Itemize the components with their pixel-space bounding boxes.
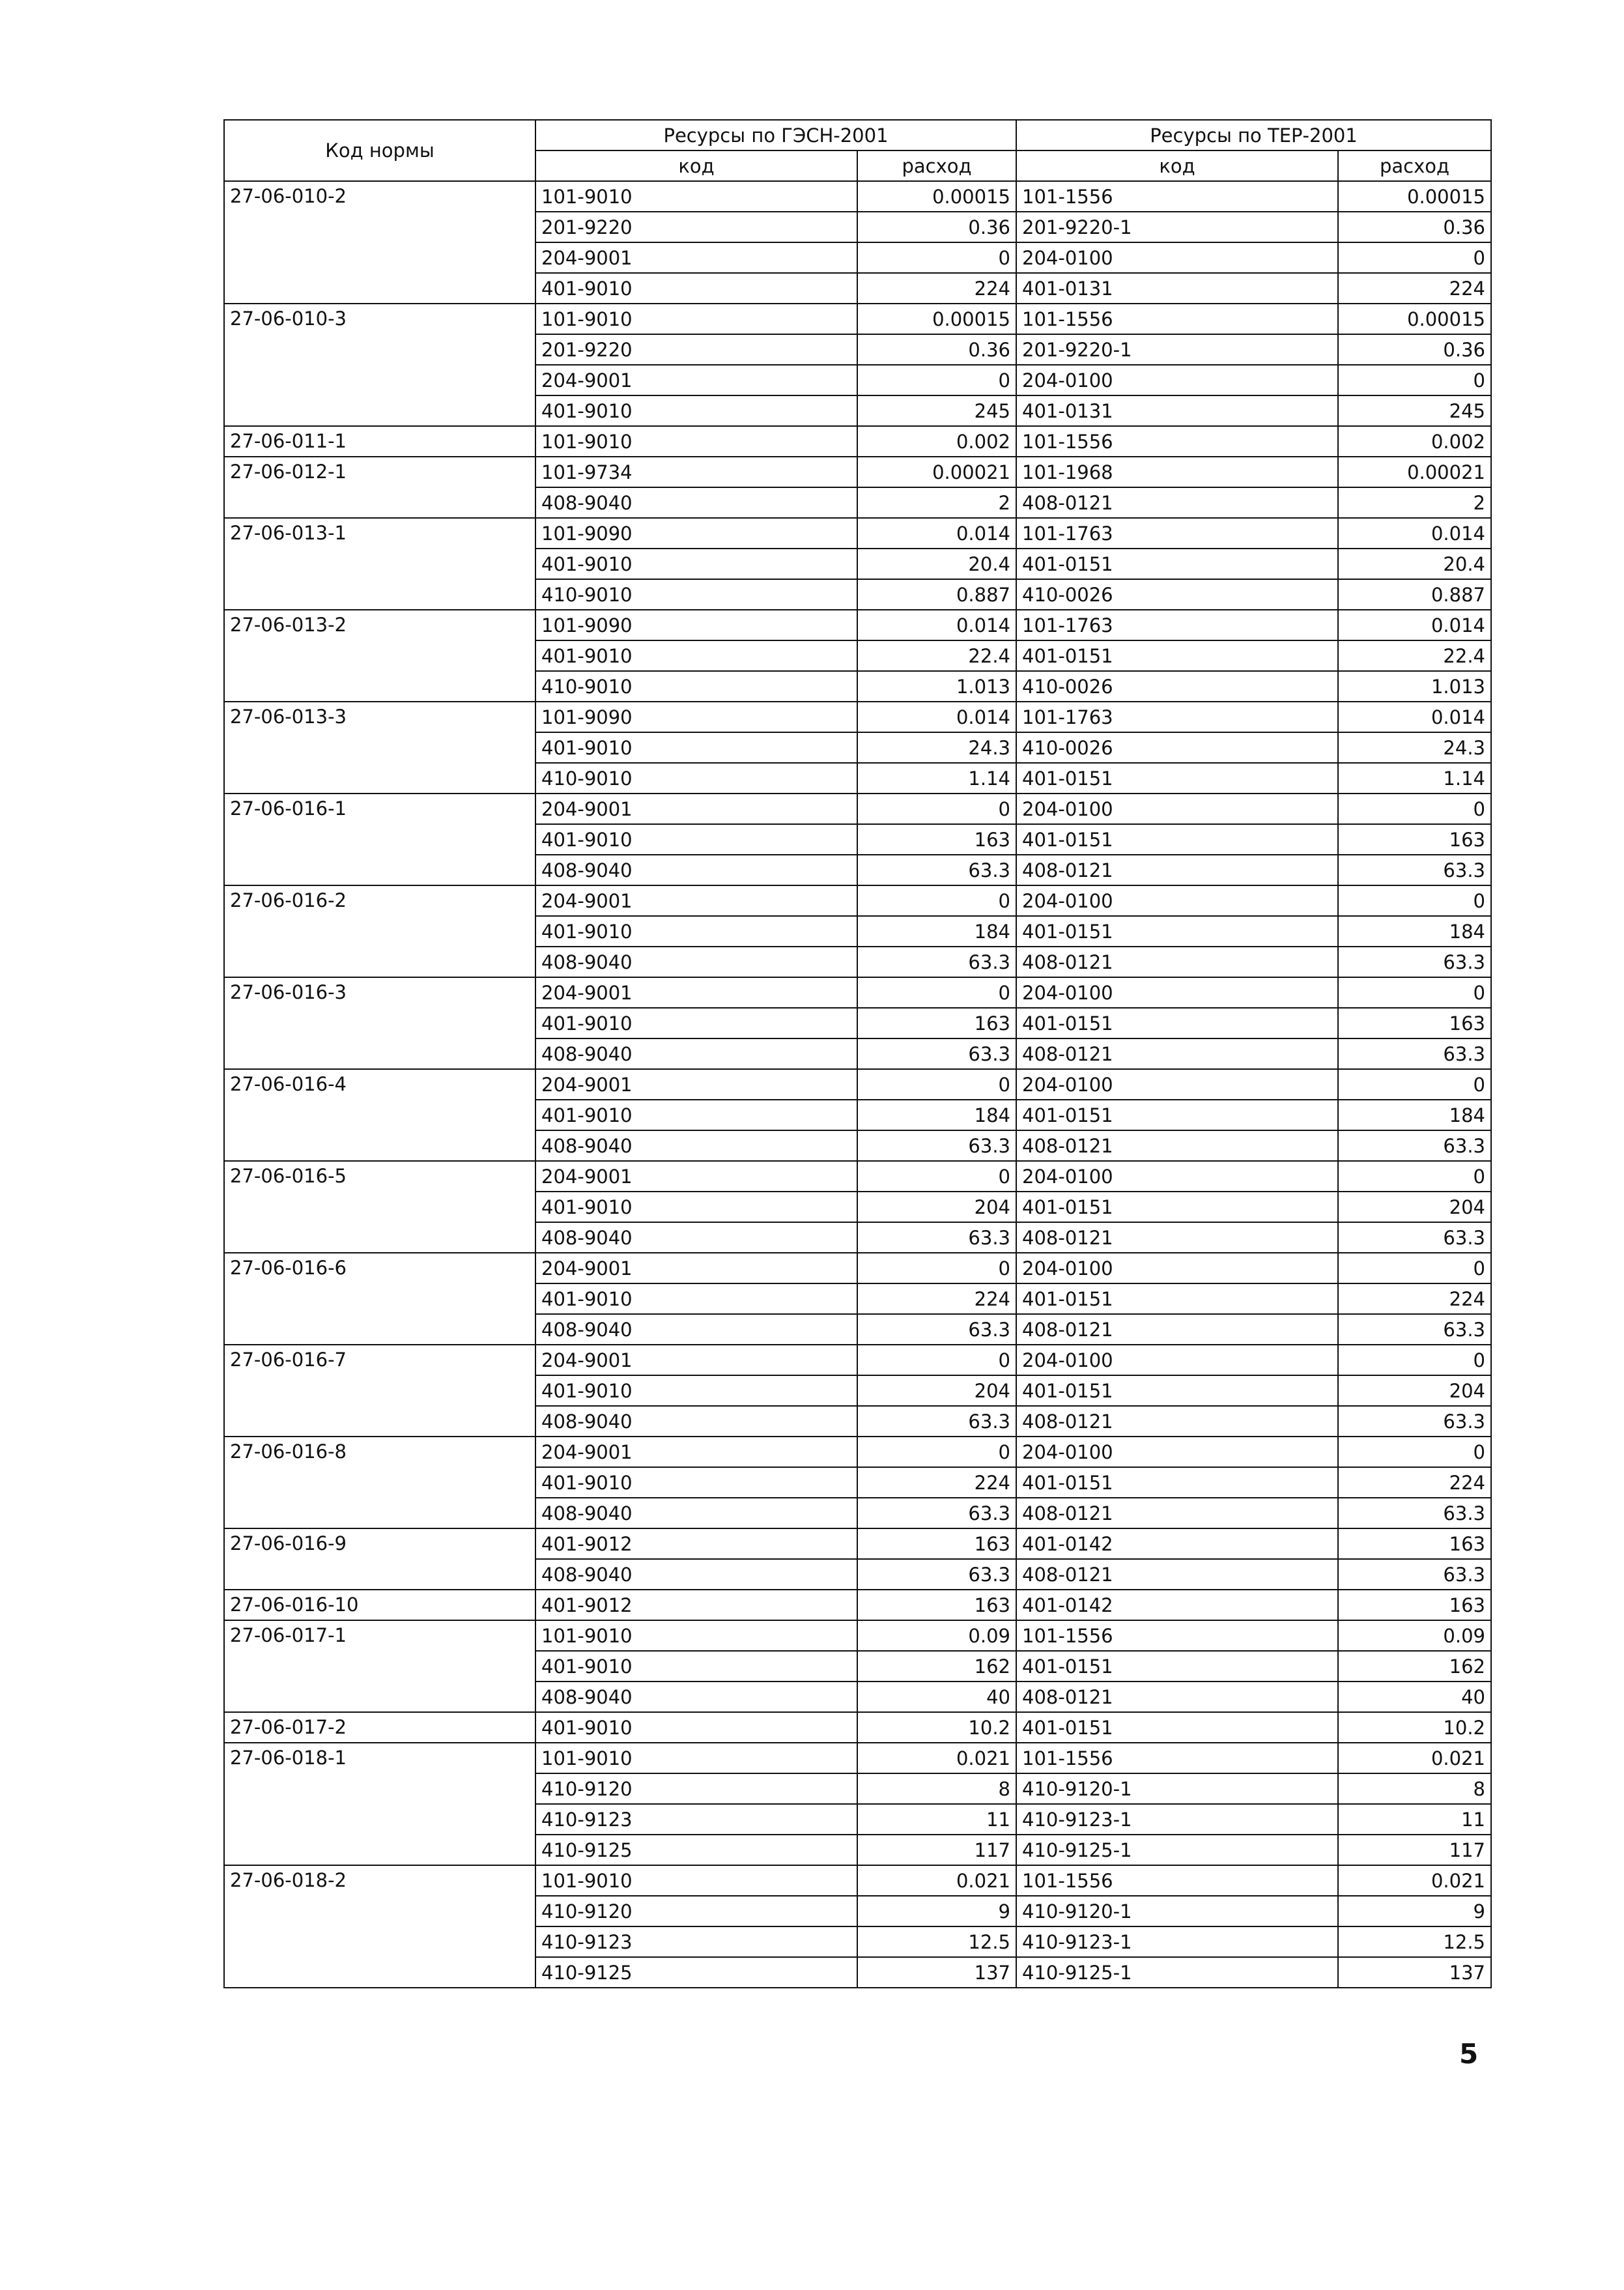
gesn-code-cell: 410-9120 <box>535 1773 857 1804</box>
gesn-qty-cell: 10.2 <box>857 1712 1016 1743</box>
ter-qty-cell: 0 <box>1338 365 1491 395</box>
gesn-qty-cell: 0.887 <box>857 579 1016 610</box>
gesn-qty-cell: 63.3 <box>857 1406 1016 1437</box>
gesn-code-cell: 204-9001 <box>535 794 857 824</box>
table-row <box>224 1437 1491 1467</box>
table-row <box>224 794 1491 824</box>
gesn-code-cell: 401-9010 <box>535 1100 857 1130</box>
gesn-code-cell: 408-9040 <box>535 1314 857 1345</box>
ter-qty-cell: 24.3 <box>1338 732 1491 763</box>
gesn-code-cell: 204-9001 <box>535 1345 857 1375</box>
header-gesn-code: код <box>535 150 857 181</box>
norm-code-cell: 27-06-011-1 <box>224 426 535 457</box>
table-row <box>224 1253 1491 1283</box>
gesn-qty-cell: 137 <box>857 1957 1016 1988</box>
norm-code-cell: 27-06-017-2 <box>224 1712 535 1743</box>
norm-code-cell: 27-06-013-3 <box>224 702 535 794</box>
ter-qty-cell: 63.3 <box>1338 1559 1491 1590</box>
ter-qty-cell: 204 <box>1338 1375 1491 1406</box>
ter-qty-cell: 0.36 <box>1338 212 1491 242</box>
gesn-qty-cell: 0.36 <box>857 334 1016 365</box>
table-row <box>224 1345 1491 1375</box>
table-row <box>224 702 1491 732</box>
gesn-code-cell: 204-9001 <box>535 1069 857 1100</box>
table-row <box>224 518 1491 549</box>
gesn-code-cell: 101-9734 <box>535 457 857 487</box>
ter-code-cell: 408-0121 <box>1016 1559 1338 1590</box>
ter-code-cell: 401-0142 <box>1016 1590 1338 1620</box>
gesn-qty-cell: 0 <box>857 977 1016 1008</box>
header-norm-code: Код нормы <box>224 120 535 181</box>
gesn-qty-cell: 0 <box>857 365 1016 395</box>
ter-code-cell: 410-9120-1 <box>1016 1773 1338 1804</box>
norm-code-cell: 27-06-016-3 <box>224 977 535 1069</box>
gesn-qty-cell: 63.3 <box>857 1498 1016 1528</box>
ter-qty-cell: 163 <box>1338 824 1491 855</box>
table-row <box>224 426 1491 457</box>
ter-code-cell: 401-0151 <box>1016 763 1338 794</box>
table-row <box>224 1620 1491 1651</box>
gesn-qty-cell: 163 <box>857 824 1016 855</box>
ter-qty-cell: 22.4 <box>1338 640 1491 671</box>
gesn-qty-cell: 9 <box>857 1896 1016 1926</box>
ter-qty-cell: 0 <box>1338 1345 1491 1375</box>
gesn-code-cell: 101-9010 <box>535 181 857 212</box>
table-row <box>224 1865 1491 1896</box>
ter-qty-cell: 40 <box>1338 1682 1491 1712</box>
ter-code-cell: 401-0151 <box>1016 640 1338 671</box>
gesn-code-cell: 204-9001 <box>535 365 857 395</box>
gesn-qty-cell: 12.5 <box>857 1926 1016 1957</box>
ter-code-cell: 101-1763 <box>1016 518 1338 549</box>
ter-code-cell: 204-0100 <box>1016 1437 1338 1467</box>
gesn-qty-cell: 63.3 <box>857 855 1016 885</box>
gesn-code-cell: 408-9040 <box>535 1406 857 1437</box>
ter-code-cell: 408-0121 <box>1016 487 1338 518</box>
ter-qty-cell: 0.00015 <box>1338 304 1491 334</box>
ter-qty-cell: 0.002 <box>1338 426 1491 457</box>
gesn-qty-cell: 2 <box>857 487 1016 518</box>
norm-code-cell: 27-06-016-5 <box>224 1161 535 1253</box>
gesn-code-cell: 401-9012 <box>535 1528 857 1559</box>
gesn-code-cell: 401-9010 <box>535 1651 857 1682</box>
ter-qty-cell: 0.09 <box>1338 1620 1491 1651</box>
ter-code-cell: 204-0100 <box>1016 1069 1338 1100</box>
gesn-code-cell: 401-9010 <box>535 395 857 426</box>
table-row <box>224 1528 1491 1559</box>
gesn-code-cell: 401-9010 <box>535 824 857 855</box>
norm-code-cell: 27-06-016-6 <box>224 1253 535 1345</box>
gesn-qty-cell: 63.3 <box>857 1314 1016 1345</box>
ter-qty-cell: 0 <box>1338 1437 1491 1467</box>
ter-code-cell: 401-0151 <box>1016 1375 1338 1406</box>
header-ter-qty: расход <box>1338 150 1491 181</box>
gesn-code-cell: 401-9010 <box>535 732 857 763</box>
gesn-qty-cell: 0 <box>857 794 1016 824</box>
ter-code-cell: 101-1556 <box>1016 304 1338 334</box>
gesn-code-cell: 401-9010 <box>535 1712 857 1743</box>
gesn-qty-cell: 8 <box>857 1773 1016 1804</box>
gesn-qty-cell: 163 <box>857 1590 1016 1620</box>
ter-code-cell: 101-1556 <box>1016 1620 1338 1651</box>
norm-code-cell: 27-06-017-1 <box>224 1620 535 1712</box>
gesn-code-cell: 201-9220 <box>535 212 857 242</box>
gesn-qty-cell: 0.00015 <box>857 304 1016 334</box>
ter-code-cell: 401-0151 <box>1016 1100 1338 1130</box>
ter-code-cell: 204-0100 <box>1016 794 1338 824</box>
ter-code-cell: 101-1556 <box>1016 181 1338 212</box>
ter-code-cell: 101-1556 <box>1016 1743 1338 1773</box>
gesn-qty-cell: 224 <box>857 1467 1016 1498</box>
norm-code-cell: 27-06-016-2 <box>224 885 535 977</box>
ter-code-cell: 401-0131 <box>1016 273 1338 304</box>
table-row <box>224 1161 1491 1192</box>
table-header <box>224 120 1491 181</box>
ter-code-cell: 410-9123-1 <box>1016 1804 1338 1835</box>
ter-code-cell: 410-0026 <box>1016 579 1338 610</box>
gesn-qty-cell: 20.4 <box>857 549 1016 579</box>
ter-code-cell: 201-9220-1 <box>1016 334 1338 365</box>
table-row <box>224 304 1491 334</box>
gesn-code-cell: 101-9090 <box>535 702 857 732</box>
ter-qty-cell: 63.3 <box>1338 1314 1491 1345</box>
ter-code-cell: 408-0121 <box>1016 855 1338 885</box>
norm-code-cell: 27-06-012-1 <box>224 457 535 518</box>
gesn-code-cell: 204-9001 <box>535 1253 857 1283</box>
gesn-code-cell: 410-9010 <box>535 579 857 610</box>
gesn-qty-cell: 63.3 <box>857 947 1016 977</box>
norm-code-cell: 27-06-010-3 <box>224 304 535 426</box>
gesn-qty-cell: 63.3 <box>857 1559 1016 1590</box>
ter-code-cell: 401-0151 <box>1016 549 1338 579</box>
gesn-code-cell: 101-9010 <box>535 1865 857 1896</box>
gesn-qty-cell: 22.4 <box>857 640 1016 671</box>
ter-qty-cell: 0.021 <box>1338 1865 1491 1896</box>
gesn-code-cell: 408-9040 <box>535 1130 857 1161</box>
ter-code-cell: 410-0026 <box>1016 671 1338 702</box>
gesn-code-cell: 410-9120 <box>535 1896 857 1926</box>
gesn-code-cell: 401-9010 <box>535 1192 857 1222</box>
table-row <box>224 181 1491 212</box>
ter-code-cell: 201-9220-1 <box>1016 212 1338 242</box>
gesn-qty-cell: 117 <box>857 1835 1016 1865</box>
norm-code-cell: 27-06-016-9 <box>224 1528 535 1590</box>
gesn-qty-cell: 63.3 <box>857 1038 1016 1069</box>
resource-table <box>223 119 1492 1988</box>
ter-code-cell: 401-0151 <box>1016 1712 1338 1743</box>
ter-qty-cell: 0 <box>1338 1161 1491 1192</box>
ter-code-cell: 410-9125-1 <box>1016 1957 1338 1988</box>
table-row <box>224 885 1491 916</box>
ter-code-cell: 401-0131 <box>1016 395 1338 426</box>
ter-qty-cell: 12.5 <box>1338 1926 1491 1957</box>
ter-code-cell: 410-9123-1 <box>1016 1926 1338 1957</box>
norm-code-cell: 27-06-018-2 <box>224 1865 535 1988</box>
ter-qty-cell: 0 <box>1338 1069 1491 1100</box>
gesn-qty-cell: 0 <box>857 1161 1016 1192</box>
ter-qty-cell: 9 <box>1338 1896 1491 1926</box>
header-ter-code: код <box>1016 150 1338 181</box>
gesn-code-cell: 101-9010 <box>535 304 857 334</box>
ter-code-cell: 401-0151 <box>1016 1008 1338 1038</box>
gesn-qty-cell: 204 <box>857 1375 1016 1406</box>
gesn-code-cell: 408-9040 <box>535 1559 857 1590</box>
gesn-qty-cell: 204 <box>857 1192 1016 1222</box>
gesn-qty-cell: 0 <box>857 885 1016 916</box>
ter-qty-cell: 1.013 <box>1338 671 1491 702</box>
gesn-code-cell: 410-9125 <box>535 1957 857 1988</box>
norm-code-cell: 27-06-016-7 <box>224 1345 535 1437</box>
gesn-code-cell: 410-9010 <box>535 671 857 702</box>
gesn-code-cell: 408-9040 <box>535 1222 857 1253</box>
ter-qty-cell: 0 <box>1338 885 1491 916</box>
gesn-code-cell: 401-9010 <box>535 1283 857 1314</box>
ter-code-cell: 401-0151 <box>1016 1467 1338 1498</box>
gesn-qty-cell: 1.14 <box>857 763 1016 794</box>
gesn-code-cell: 408-9040 <box>535 855 857 885</box>
norm-code-cell: 27-06-016-8 <box>224 1437 535 1528</box>
ter-code-cell: 408-0121 <box>1016 1406 1338 1437</box>
gesn-qty-cell: 63.3 <box>857 1130 1016 1161</box>
ter-code-cell: 401-0142 <box>1016 1528 1338 1559</box>
table-row <box>224 1743 1491 1773</box>
gesn-qty-cell: 163 <box>857 1008 1016 1038</box>
gesn-code-cell: 204-9001 <box>535 885 857 916</box>
ter-qty-cell: 0.014 <box>1338 702 1491 732</box>
ter-code-cell: 101-1763 <box>1016 702 1338 732</box>
header-ter-group: Ресурсы по ТЕР-2001 <box>1016 120 1491 150</box>
gesn-code-cell: 401-9012 <box>535 1590 857 1620</box>
ter-code-cell: 408-0121 <box>1016 1682 1338 1712</box>
table-body <box>224 181 1491 1988</box>
ter-qty-cell: 224 <box>1338 1283 1491 1314</box>
ter-qty-cell: 63.3 <box>1338 855 1491 885</box>
ter-qty-cell: 20.4 <box>1338 549 1491 579</box>
ter-code-cell: 204-0100 <box>1016 365 1338 395</box>
gesn-code-cell: 408-9040 <box>535 1498 857 1528</box>
ter-code-cell: 408-0121 <box>1016 947 1338 977</box>
gesn-qty-cell: 0.014 <box>857 610 1016 640</box>
gesn-code-cell: 204-9001 <box>535 977 857 1008</box>
table-row <box>224 977 1491 1008</box>
ter-qty-cell: 163 <box>1338 1590 1491 1620</box>
gesn-qty-cell: 163 <box>857 1528 1016 1559</box>
ter-code-cell: 101-1968 <box>1016 457 1338 487</box>
norm-code-cell: 27-06-018-1 <box>224 1743 535 1865</box>
gesn-qty-cell: 162 <box>857 1651 1016 1682</box>
gesn-code-cell: 401-9010 <box>535 1375 857 1406</box>
gesn-qty-cell: 0.002 <box>857 426 1016 457</box>
gesn-code-cell: 410-9123 <box>535 1804 857 1835</box>
ter-qty-cell: 10.2 <box>1338 1712 1491 1743</box>
gesn-code-cell: 101-9010 <box>535 426 857 457</box>
ter-qty-cell: 184 <box>1338 1100 1491 1130</box>
gesn-qty-cell: 0.09 <box>857 1620 1016 1651</box>
ter-qty-cell: 0.021 <box>1338 1743 1491 1773</box>
ter-qty-cell: 8 <box>1338 1773 1491 1804</box>
gesn-code-cell: 408-9040 <box>535 947 857 977</box>
ter-qty-cell: 0 <box>1338 242 1491 273</box>
gesn-qty-cell: 184 <box>857 1100 1016 1130</box>
gesn-qty-cell: 0.00015 <box>857 181 1016 212</box>
gesn-code-cell: 101-9090 <box>535 518 857 549</box>
ter-qty-cell: 245 <box>1338 395 1491 426</box>
table-row <box>224 1069 1491 1100</box>
gesn-qty-cell: 0 <box>857 242 1016 273</box>
gesn-code-cell: 401-9010 <box>535 273 857 304</box>
ter-qty-cell: 163 <box>1338 1008 1491 1038</box>
gesn-qty-cell: 0.021 <box>857 1743 1016 1773</box>
ter-qty-cell: 0.36 <box>1338 334 1491 365</box>
gesn-qty-cell: 0 <box>857 1345 1016 1375</box>
gesn-code-cell: 401-9010 <box>535 1008 857 1038</box>
ter-qty-cell: 63.3 <box>1338 1222 1491 1253</box>
ter-qty-cell: 11 <box>1338 1804 1491 1835</box>
ter-code-cell: 401-0151 <box>1016 916 1338 947</box>
gesn-qty-cell: 11 <box>857 1804 1016 1835</box>
ter-qty-cell: 162 <box>1338 1651 1491 1682</box>
ter-qty-cell: 163 <box>1338 1528 1491 1559</box>
header-gesn-qty: расход <box>857 150 1016 181</box>
gesn-code-cell: 204-9001 <box>535 1437 857 1467</box>
ter-code-cell: 401-0151 <box>1016 1192 1338 1222</box>
ter-code-cell: 410-9125-1 <box>1016 1835 1338 1865</box>
ter-code-cell: 401-0151 <box>1016 1283 1338 1314</box>
gesn-code-cell: 410-9010 <box>535 763 857 794</box>
ter-code-cell: 204-0100 <box>1016 242 1338 273</box>
gesn-code-cell: 101-9090 <box>535 610 857 640</box>
gesn-code-cell: 101-9010 <box>535 1743 857 1773</box>
norm-code-cell: 27-06-013-2 <box>224 610 535 702</box>
ter-qty-cell: 0.887 <box>1338 579 1491 610</box>
ter-qty-cell: 63.3 <box>1338 1130 1491 1161</box>
gesn-code-cell: 401-9010 <box>535 549 857 579</box>
norm-code-cell: 27-06-016-1 <box>224 794 535 885</box>
header-gesn-group: Ресурсы по ГЭСН-2001 <box>535 120 1016 150</box>
ter-qty-cell: 0 <box>1338 794 1491 824</box>
gesn-code-cell: 101-9010 <box>535 1620 857 1651</box>
norm-code-cell: 27-06-016-4 <box>224 1069 535 1161</box>
gesn-qty-cell: 0.014 <box>857 702 1016 732</box>
ter-code-cell: 204-0100 <box>1016 1161 1338 1192</box>
gesn-qty-cell: 184 <box>857 916 1016 947</box>
ter-qty-cell: 2 <box>1338 487 1491 518</box>
ter-code-cell: 204-0100 <box>1016 1253 1338 1283</box>
ter-qty-cell: 224 <box>1338 273 1491 304</box>
gesn-qty-cell: 224 <box>857 1283 1016 1314</box>
gesn-code-cell: 204-9001 <box>535 242 857 273</box>
gesn-qty-cell: 0 <box>857 1069 1016 1100</box>
ter-qty-cell: 0 <box>1338 1253 1491 1283</box>
ter-qty-cell: 117 <box>1338 1835 1491 1865</box>
gesn-qty-cell: 24.3 <box>857 732 1016 763</box>
ter-qty-cell: 224 <box>1338 1467 1491 1498</box>
gesn-code-cell: 201-9220 <box>535 334 857 365</box>
gesn-qty-cell: 0.021 <box>857 1865 1016 1896</box>
ter-code-cell: 408-0121 <box>1016 1130 1338 1161</box>
ter-code-cell: 408-0121 <box>1016 1498 1338 1528</box>
gesn-code-cell: 408-9040 <box>535 1038 857 1069</box>
norm-code-cell: 27-06-010-2 <box>224 181 535 304</box>
gesn-code-cell: 401-9010 <box>535 640 857 671</box>
ter-code-cell: 408-0121 <box>1016 1314 1338 1345</box>
norm-code-cell: 27-06-013-1 <box>224 518 535 610</box>
ter-qty-cell: 0.00021 <box>1338 457 1491 487</box>
page-number: 5 <box>1459 2038 1479 2070</box>
table-row <box>224 1590 1491 1620</box>
ter-qty-cell: 204 <box>1338 1192 1491 1222</box>
gesn-qty-cell: 0.00021 <box>857 457 1016 487</box>
ter-code-cell: 204-0100 <box>1016 977 1338 1008</box>
ter-qty-cell: 0.014 <box>1338 518 1491 549</box>
gesn-qty-cell: 245 <box>857 395 1016 426</box>
ter-code-cell: 410-9120-1 <box>1016 1896 1338 1926</box>
ter-code-cell: 408-0121 <box>1016 1038 1338 1069</box>
gesn-qty-cell: 224 <box>857 273 1016 304</box>
table-row <box>224 457 1491 487</box>
ter-code-cell: 204-0100 <box>1016 885 1338 916</box>
ter-code-cell: 401-0151 <box>1016 824 1338 855</box>
ter-qty-cell: 0 <box>1338 977 1491 1008</box>
ter-code-cell: 101-1556 <box>1016 426 1338 457</box>
ter-qty-cell: 1.14 <box>1338 763 1491 794</box>
ter-code-cell: 101-1556 <box>1016 1865 1338 1896</box>
gesn-qty-cell: 63.3 <box>857 1222 1016 1253</box>
ter-qty-cell: 137 <box>1338 1957 1491 1988</box>
gesn-qty-cell: 40 <box>857 1682 1016 1712</box>
ter-code-cell: 401-0151 <box>1016 1651 1338 1682</box>
ter-qty-cell: 63.3 <box>1338 947 1491 977</box>
ter-code-cell: 410-0026 <box>1016 732 1338 763</box>
ter-code-cell: 408-0121 <box>1016 1222 1338 1253</box>
norm-code-cell: 27-06-016-10 <box>224 1590 535 1620</box>
gesn-qty-cell: 0.36 <box>857 212 1016 242</box>
gesn-code-cell: 204-9001 <box>535 1161 857 1192</box>
gesn-code-cell: 410-9123 <box>535 1926 857 1957</box>
ter-qty-cell: 63.3 <box>1338 1038 1491 1069</box>
gesn-code-cell: 410-9125 <box>535 1835 857 1865</box>
ter-code-cell: 101-1763 <box>1016 610 1338 640</box>
gesn-code-cell: 401-9010 <box>535 916 857 947</box>
gesn-code-cell: 401-9010 <box>535 1467 857 1498</box>
ter-qty-cell: 0.014 <box>1338 610 1491 640</box>
gesn-qty-cell: 0.014 <box>857 518 1016 549</box>
table-row <box>224 1712 1491 1743</box>
gesn-qty-cell: 1.013 <box>857 671 1016 702</box>
table-row <box>224 610 1491 640</box>
gesn-qty-cell: 0 <box>857 1437 1016 1467</box>
gesn-code-cell: 408-9040 <box>535 1682 857 1712</box>
gesn-code-cell: 408-9040 <box>535 487 857 518</box>
ter-code-cell: 204-0100 <box>1016 1345 1338 1375</box>
ter-qty-cell: 63.3 <box>1338 1498 1491 1528</box>
ter-qty-cell: 184 <box>1338 916 1491 947</box>
ter-qty-cell: 0.00015 <box>1338 181 1491 212</box>
ter-qty-cell: 63.3 <box>1338 1406 1491 1437</box>
gesn-qty-cell: 0 <box>857 1253 1016 1283</box>
